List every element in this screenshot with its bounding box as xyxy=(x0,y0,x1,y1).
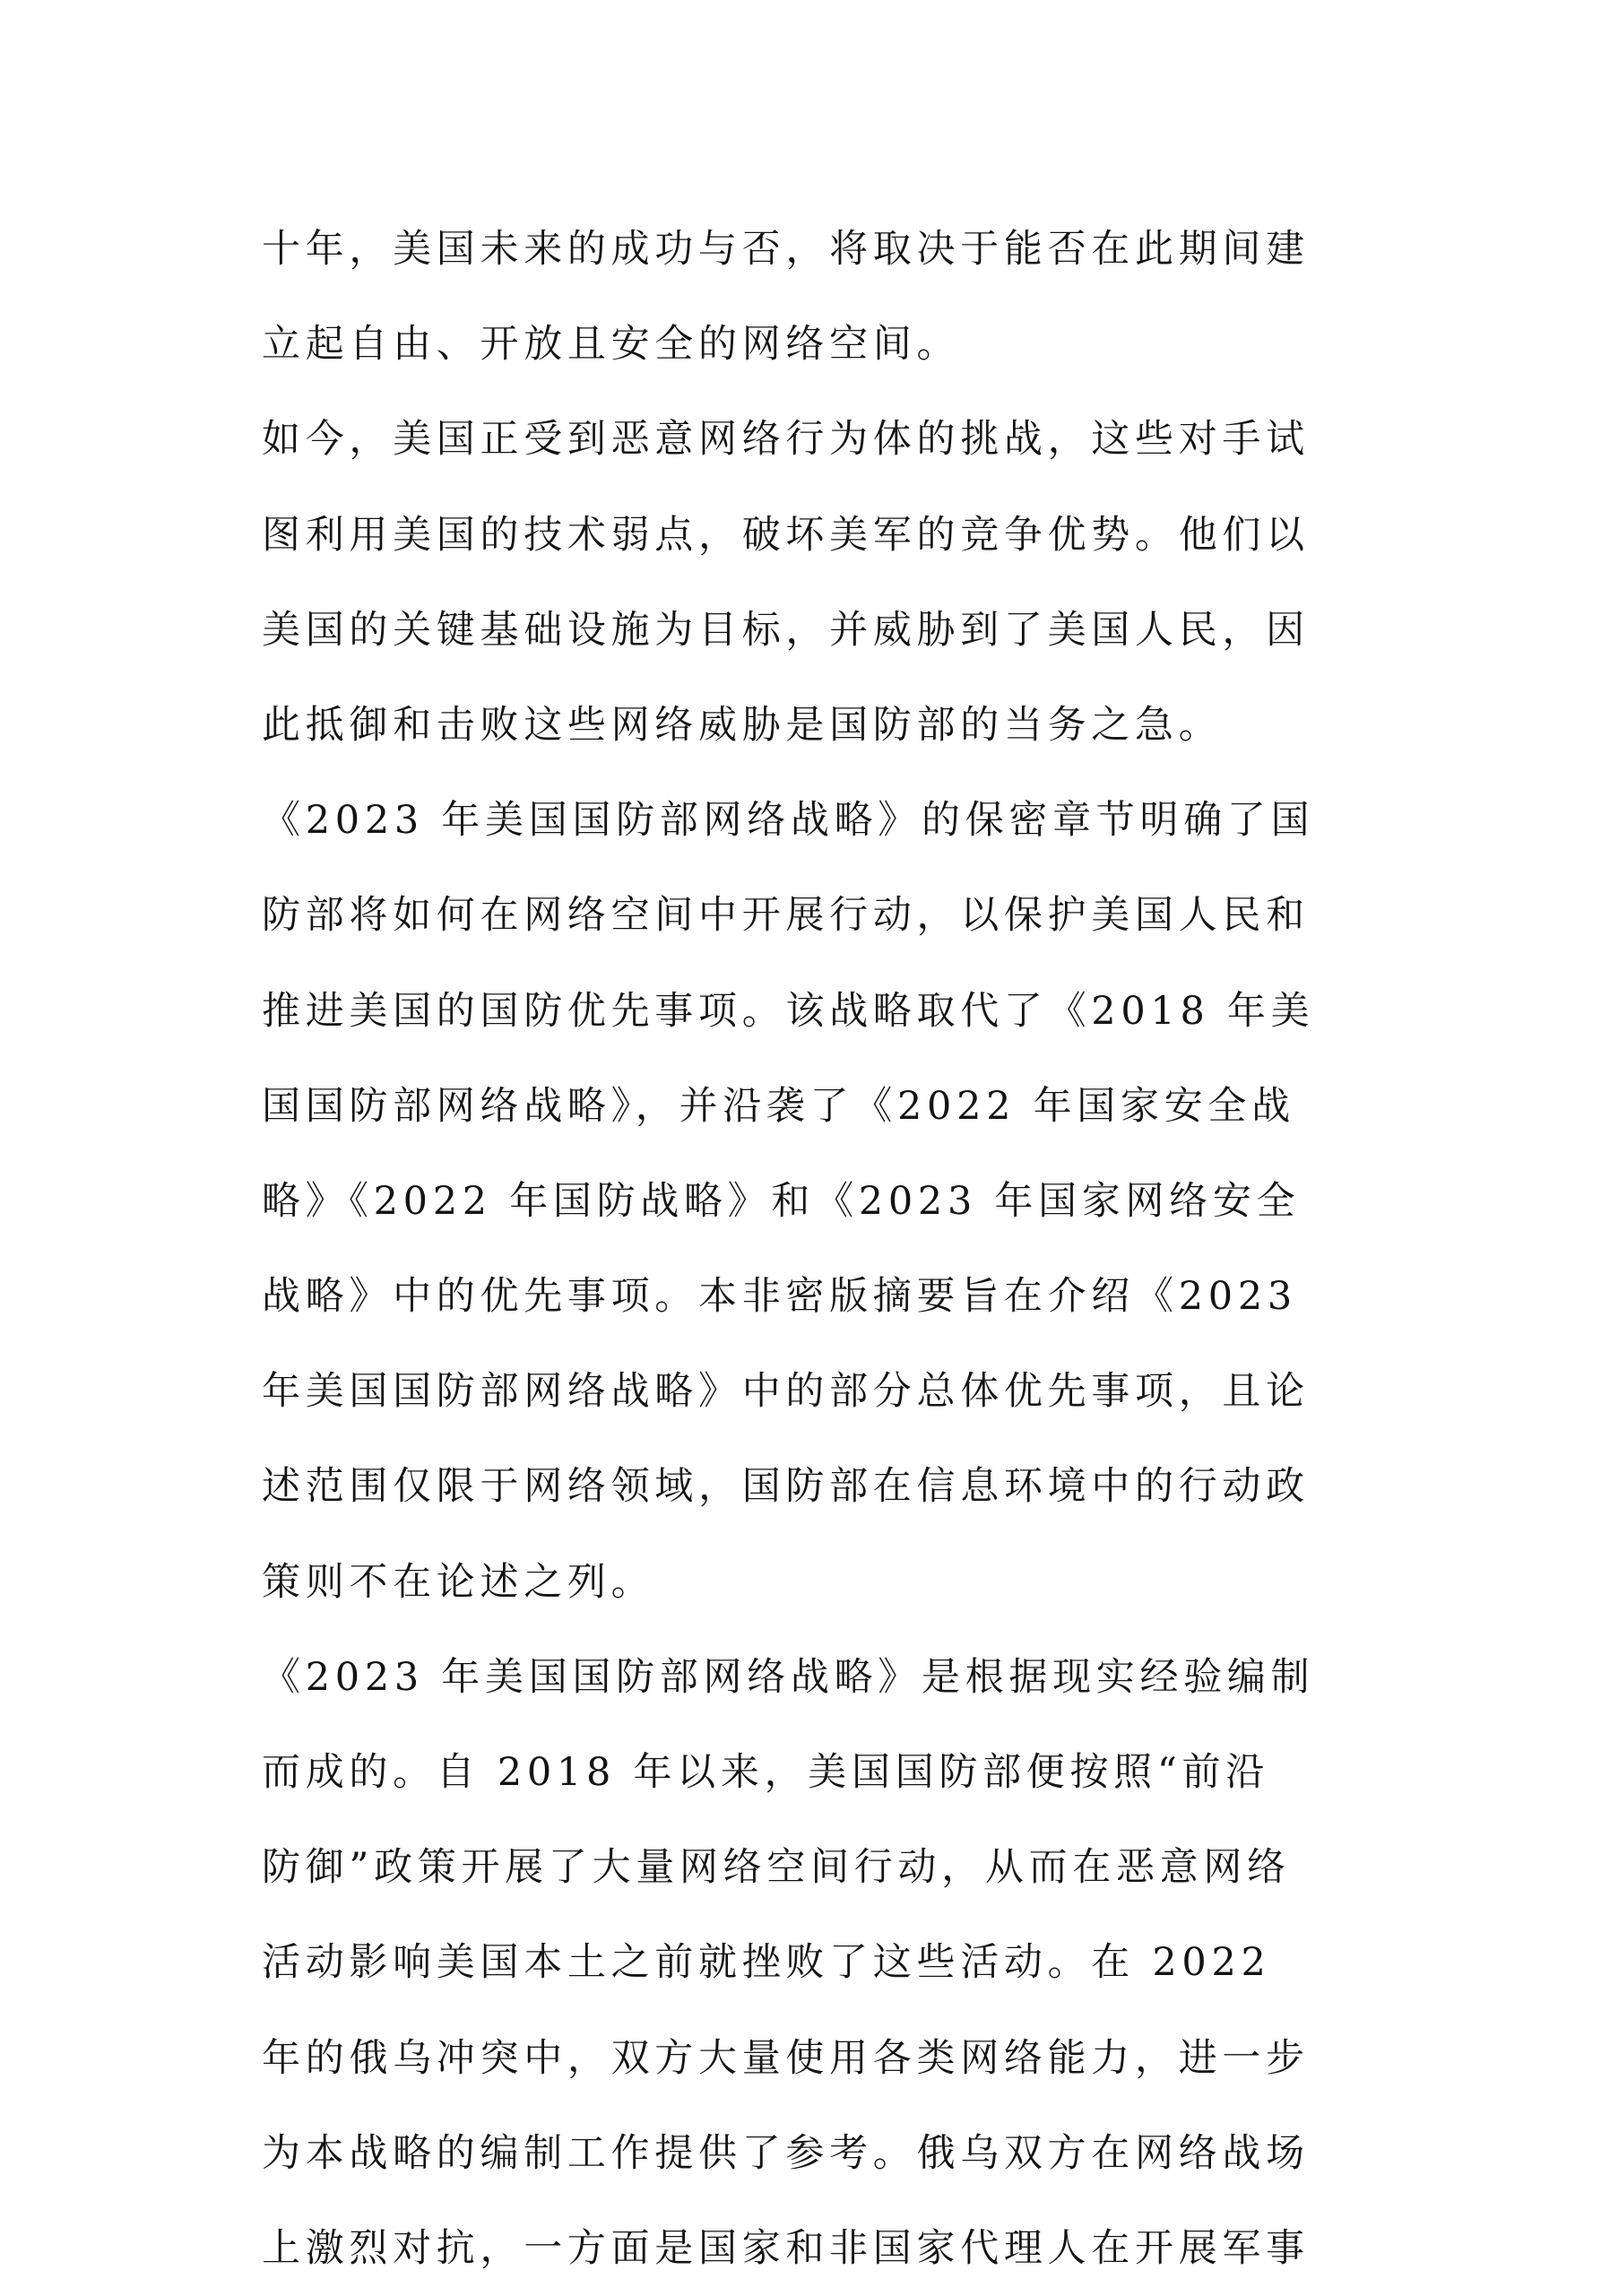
text-line: 略》《2022 年国防战略》和《2023 年国家网络安全 xyxy=(262,1178,1301,1224)
text-line: 美国的关键基础设施为目标，并威胁到了美国人民，因 xyxy=(262,607,1310,653)
text-line: 推进美国的国防优先事项。该战略取代了《2018 年美 xyxy=(262,988,1315,1034)
text-line: 如今，美国正受到恶意网络行为体的挑战，这些对手试 xyxy=(262,417,1310,463)
text-line: 此抵御和击败这些网络威胁是国防部的当务之急。 xyxy=(262,702,1223,748)
text-line: 十年，美国未来的成功与否，将取决于能否在此期间建 xyxy=(262,227,1310,272)
text-line: 策则不在论述之列。 xyxy=(262,1559,655,1605)
text-line: 国国防部网络战略》，并沿袭了《2022 年国家安全战 xyxy=(262,1083,1295,1129)
text-line: 年美国国防部网络战略》中的部分总体优先事项，且论 xyxy=(262,1369,1310,1415)
text-line: 防御”政策开展了大量网络空间行动，从而在恶意网络 xyxy=(262,1845,1291,1891)
text-line: 年的俄乌冲突中，双方大量使用各类网络能力，进一步 xyxy=(262,2035,1310,2081)
text-line: 防部将如何在网络空间中开展行动，以保护美国人民和 xyxy=(262,893,1310,939)
text-line: 上激烈对抗，一方面是国家和非国家代理人在开展军事 xyxy=(262,2225,1310,2271)
text-line: 《2023 年美国国防部网络战略》的保密章节明确了国 xyxy=(262,798,1315,844)
text-line: 《2023 年美国国防部网络战略》是根据现实经验编制 xyxy=(262,1654,1315,1700)
text-line: 图利用美国的技术弱点，破坏美军的竞争优势。他们以 xyxy=(262,512,1310,558)
text-line: 而成的。自 2018 年以来，美国国防部便按照“前沿 xyxy=(262,1750,1269,1795)
text-line: 活动影响美国本土之前就挫败了这些活动。在 2022 xyxy=(262,1940,1271,1986)
text-line: 战略》中的优先事项。本非密版摘要旨在介绍《2023 xyxy=(262,1274,1297,1320)
text-line: 述范围仅限于网络领域，国防部在信息环境中的行动政 xyxy=(262,1464,1310,1510)
body-text xyxy=(262,202,1337,2296)
text-line: 立起自由、开放且安全的网络空间。 xyxy=(262,322,961,368)
text-line: 为本战略的编制工作提供了参考。俄乌双方在网络战场 xyxy=(262,2130,1310,2176)
